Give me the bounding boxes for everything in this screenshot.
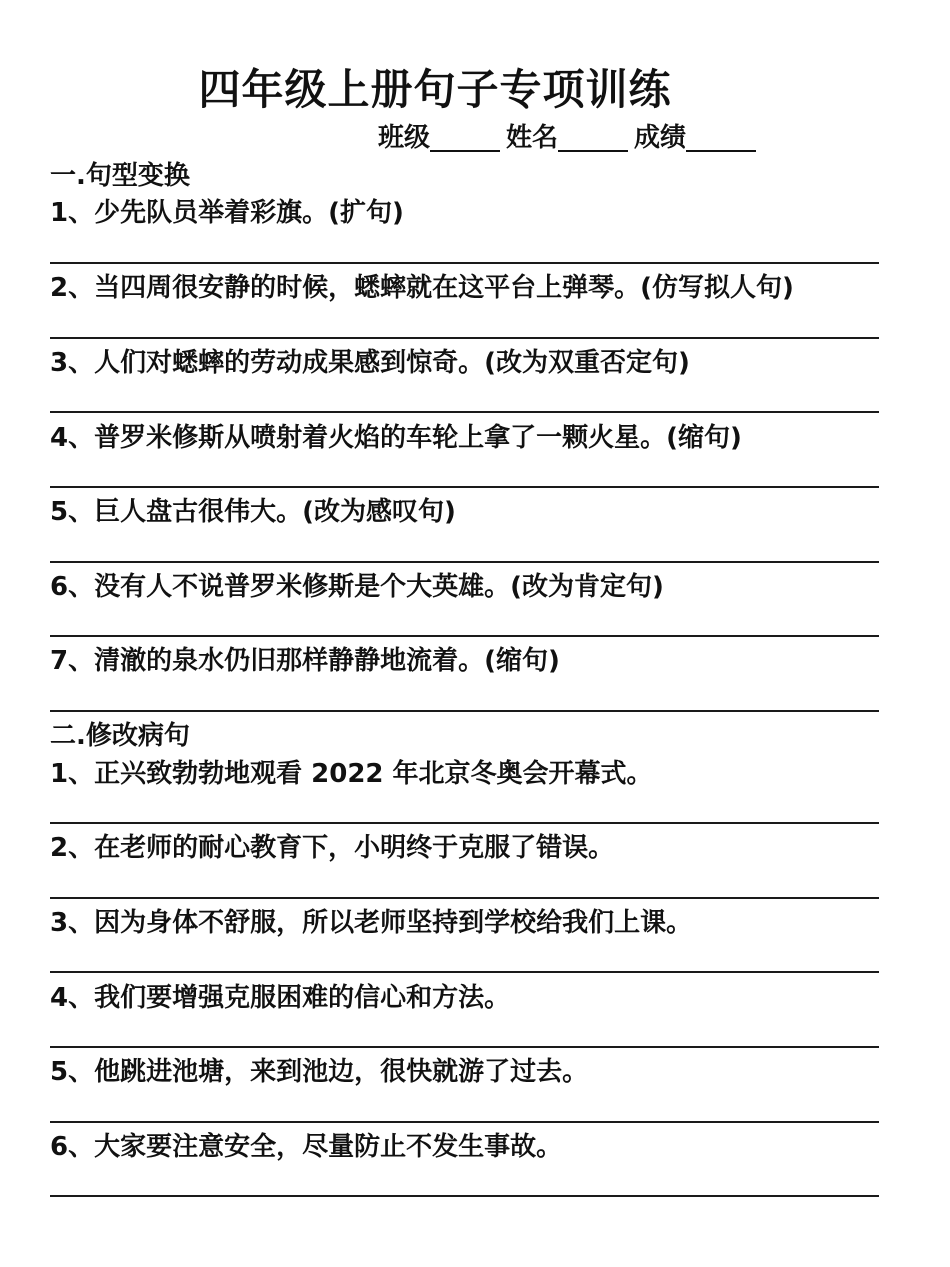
section2-question-6: 6、大家要注意安全，尽量防止不发生事故。 — [50, 1132, 563, 1162]
answer-line[interactable] — [50, 411, 879, 413]
student-info-row — [378, 118, 762, 158]
answer-line[interactable] — [50, 1195, 879, 1197]
score-label: 成绩 — [634, 123, 687, 153]
answer-line[interactable] — [50, 486, 879, 488]
answer-line[interactable] — [50, 561, 879, 563]
section1-question-4: 4、普罗米修斯从喷射着火焰的车轮上拿了一颗火星。(缩句) — [50, 423, 742, 453]
section1-question-1: 1、少先队员举着彩旗。(扩句) — [50, 198, 404, 228]
name-label: 姓名 — [506, 123, 559, 153]
score-blank[interactable] — [686, 124, 756, 152]
section2-heading: 二.修改病句 — [50, 721, 190, 751]
answer-line[interactable] — [50, 635, 879, 637]
name-blank[interactable] — [558, 124, 628, 152]
answer-line[interactable] — [50, 710, 879, 712]
answer-line[interactable] — [50, 897, 879, 899]
answer-line[interactable] — [50, 1046, 879, 1048]
section2-question-4: 4、我们要增强克服困难的信心和方法。 — [50, 983, 511, 1013]
class-blank[interactable] — [430, 124, 500, 152]
worksheet-title: 四年级上册句子专项训练 — [198, 65, 672, 114]
section1-heading: 一.句型变换 — [50, 161, 190, 191]
section1-question-6: 6、没有人不说普罗米修斯是个大英雄。(改为肯定句) — [50, 572, 664, 602]
section2-question-2: 2、在老师的耐心教育下，小明终于克服了错误。 — [50, 833, 615, 863]
answer-line[interactable] — [50, 822, 879, 824]
section2-question-1: 1、正兴致勃勃地观看 2022 年北京冬奥会开幕式。 — [50, 759, 653, 789]
answer-line[interactable] — [50, 337, 879, 339]
section1-question-3: 3、人们对蟋蟀的劳动成果感到惊奇。(改为双重否定句) — [50, 348, 690, 378]
section2-question-3: 3、因为身体不舒服，所以老师坚持到学校给我们上课。 — [50, 908, 693, 938]
answer-line[interactable] — [50, 971, 879, 973]
answer-line[interactable] — [50, 262, 879, 264]
section1-question-7: 7、清澈的泉水仍旧那样静静地流着。(缩句) — [50, 646, 560, 676]
answer-line[interactable] — [50, 1121, 879, 1123]
class-label: 班级 — [378, 123, 431, 153]
section1-question-2: 2、当四周很安静的时候，蟋蟀就在这平台上弹琴。(仿写拟人句) — [50, 273, 794, 303]
section2-question-5: 5、他跳进池塘，来到池边，很快就游了过去。 — [50, 1057, 589, 1087]
section1-question-5: 5、巨人盘古很伟大。(改为感叹句) — [50, 497, 456, 527]
